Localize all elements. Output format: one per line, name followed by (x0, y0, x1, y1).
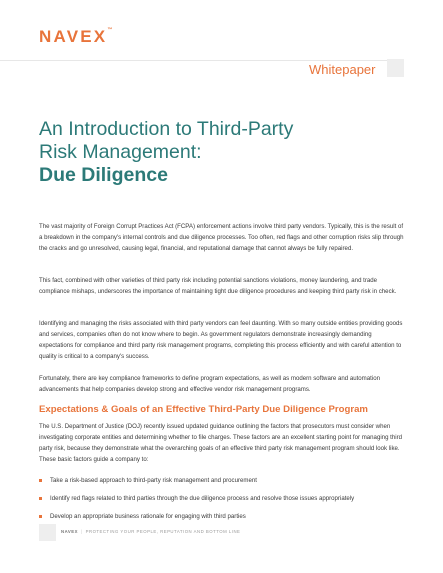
document-title (39, 118, 369, 187)
bullet-text: Identify red flags related to third parties through the due diligence process and resolve those issues appropriately (50, 495, 355, 502)
bullet-item (39, 508, 409, 526)
bullet-dot-icon (39, 515, 42, 518)
section-heading: Expectations & Goals of an Effective Third-Party Due Diligence Program (39, 404, 368, 415)
footer-page-block (39, 524, 56, 541)
bullet-item (39, 490, 409, 508)
intro-paragraph-1: The vast majority of Foreign Corrupt Practices Act (FCPA) enforcement actions involve third party vendors. Typically, this is the result of a breakdown in the company's internal controls and due diligence processes. Too often, red flags and other corruption risks slip through the cracks and go unresolved, causing legal, financial, and reputational damage that cannot always be fully repaired. (39, 223, 404, 252)
title-line-3: Due Diligence (39, 164, 168, 186)
footer-separator: | (81, 529, 83, 534)
intro-paragraph-2: This fact, combined with other varieties of third party risk including potential sanctions violations, money laundering, and trade compliance mishaps, underscores the importance of maintaining tight due diligence procedures and keeping third party risk in check. (39, 277, 397, 295)
title-line-2: Risk Management: (39, 141, 202, 163)
bullet-dot-icon (39, 497, 42, 500)
section-intro-paragraph: The U.S. Department of Justice (DOJ) recently issued updated guidance outlining the factors that prosecutors must consider when investigating corporate entities and determining whether to file charges. These factors are an excellent starting point for managing third party risk, because they demonstrate what the overarching goals of an effective third party risk management program should look like. These basic factors guide a company to: (39, 423, 403, 463)
bullet-item (39, 472, 409, 490)
title-line-1: An Introduction to Third-Party (39, 118, 294, 140)
document-type-label: Whitepaper (309, 62, 376, 77)
logo-text: NAVEX (39, 27, 108, 46)
navex-logo (39, 27, 112, 47)
footer (61, 529, 240, 534)
header-corner-block (387, 59, 404, 77)
logo-trademark: ™ (107, 27, 113, 33)
header-divider (0, 60, 387, 61)
intro-paragraph-3: Identifying and managing the risks associated with third party vendors can feel daunting. With so many outside entities providing goods and services, companies often do not know where to begin. As government regulators demonstrate increasingly demanding expectations for compliance and third party risk management programs, completing this process efficiently and with careful attention to quality is critical to a company's success. (39, 320, 403, 360)
footer-tagline: PROTECTING YOUR PEOPLE, REPUTATION AND BOTTOM LINE (85, 529, 241, 534)
bullet-text: Develop an appropriate business rationale for engaging with third parties (50, 513, 246, 520)
bullet-text: Take a risk-based approach to third-party risk management and procurement (50, 477, 257, 484)
intro-paragraph-4: Fortunately, there are key compliance frameworks to define program expectations, as well as modern software and automation advancements that help companies develop strong and effective vendor risk management programs. (39, 375, 380, 393)
guidance-bullet-list (39, 472, 409, 526)
footer-brand: NAVEX (61, 529, 78, 534)
bullet-dot-icon (39, 479, 42, 482)
